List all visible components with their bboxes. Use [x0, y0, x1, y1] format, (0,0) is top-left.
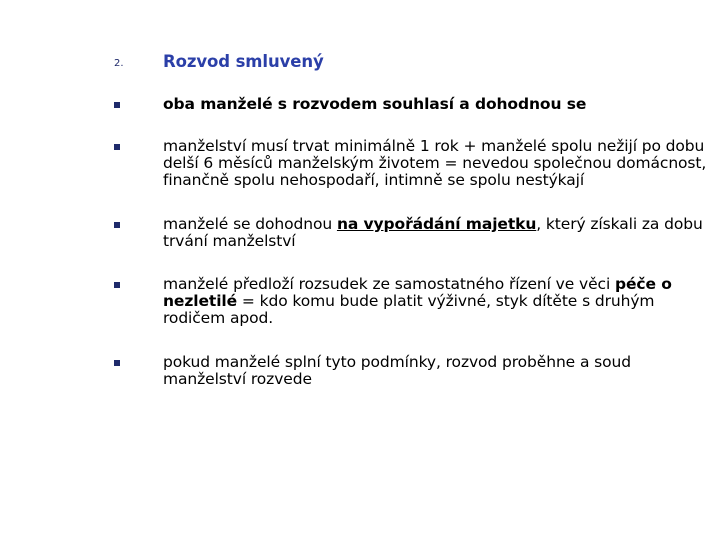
- bullet-square-icon: [114, 144, 120, 150]
- heading-title: Rozvod smluvený: [163, 52, 324, 71]
- list-item-text-part: , který získali za dobu trvání manželství: [163, 215, 703, 250]
- heading-number: 2.: [114, 58, 124, 69]
- list-item-text-part: manželé předloží rozsudek ze samostatného řízení ve věci: [163, 275, 615, 293]
- list-item-text-part: manželé se dohodnou: [163, 215, 337, 233]
- list-item-text: [163, 216, 715, 250]
- bullet-square-icon: [114, 360, 120, 366]
- list-item-emphasis: na vypořádání majetku: [336, 215, 537, 233]
- bullet-square-icon: [114, 282, 120, 288]
- list-item-text: manželství musí trvat minimálně 1 rok + manželé spolu nežijí po dobu delší 6 měsíců manželským životem = nevedou společnou domácnost, finančně spolu nehospodaří, intimně se spolu nestýkají: [163, 137, 707, 189]
- list-item-text: [163, 276, 715, 327]
- list-item-emphasis: péče o nezletilé: [163, 275, 672, 310]
- list-item-text: oba manželé s rozvodem souhlasí a dohodnou se: [163, 95, 587, 113]
- bullet-square-icon: [114, 222, 120, 228]
- list-item-text: pokud manželé splní tyto podmínky, rozvod proběhne a soud manželství rozvede: [163, 353, 631, 388]
- bullet-square-icon: [114, 102, 120, 108]
- list-item-text-part: = kdo komu bude platit výživné, styk dítěte s druhým rodičem apod.: [163, 292, 655, 327]
